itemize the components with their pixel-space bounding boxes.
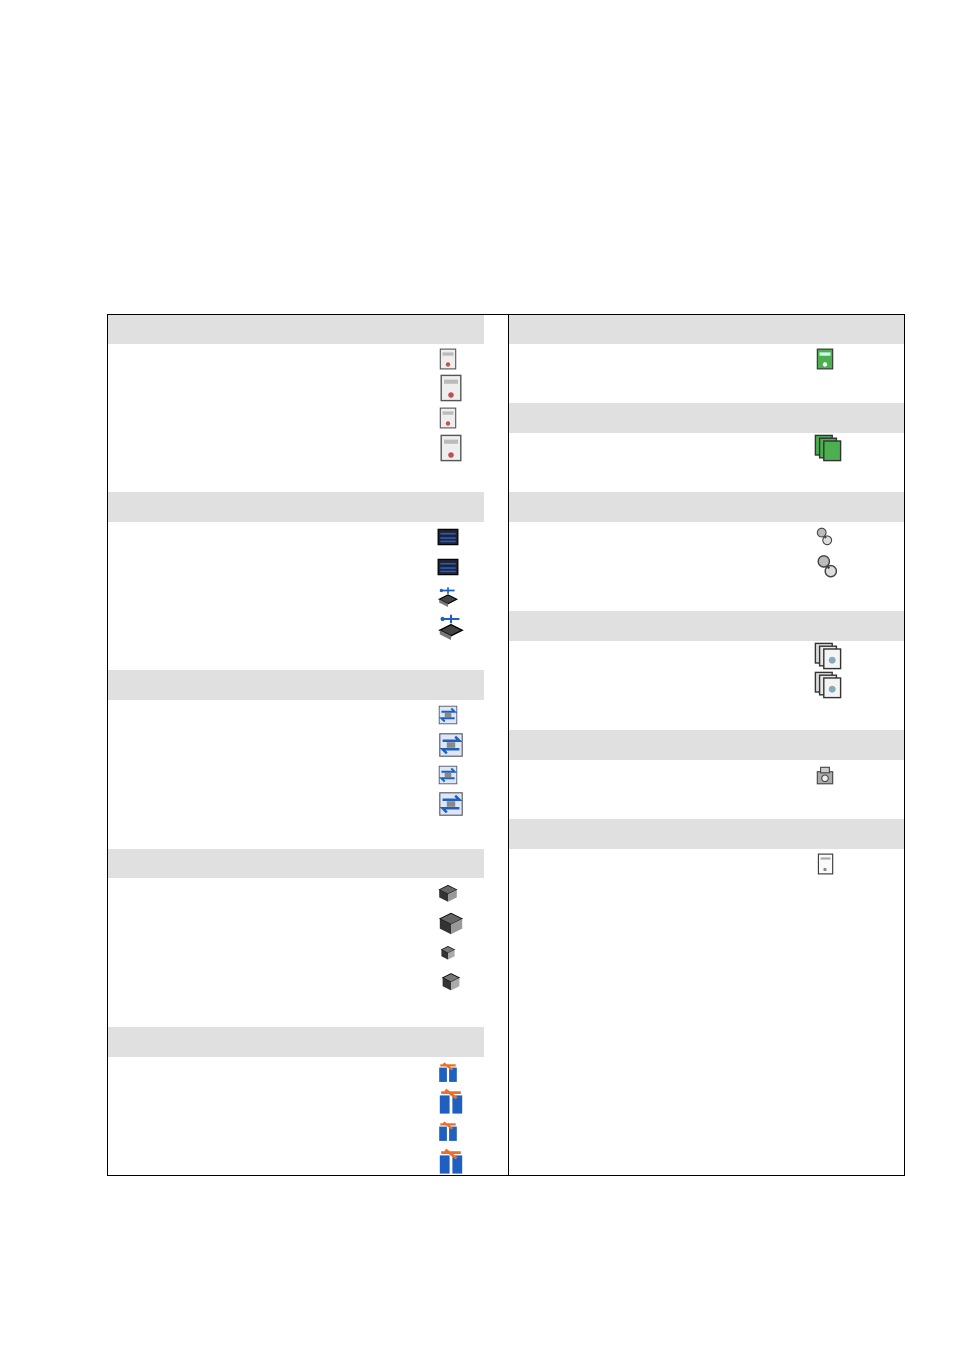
left-section-cell — [107, 849, 352, 879]
left-table-cell — [429, 908, 485, 939]
left-table-cell — [429, 344, 485, 374]
right-table-cell — [508, 1057, 745, 1087]
left-section-cell — [351, 492, 430, 523]
server-cube-small-icon — [437, 942, 459, 969]
right-table-cell — [744, 641, 807, 671]
left-table-cell — [107, 789, 352, 820]
left-table-cell — [107, 1116, 352, 1147]
left-table-cell — [429, 789, 485, 820]
table-spacer-cell — [484, 938, 509, 968]
left-table-cell — [107, 433, 352, 464]
right-section-cell — [744, 611, 807, 642]
left-table-cell — [107, 938, 352, 968]
left-section-cell — [107, 314, 352, 345]
left-table-cell — [107, 1057, 352, 1087]
right-section-cell — [744, 314, 807, 345]
left-table-cell — [107, 878, 352, 909]
right-section-cell — [806, 314, 905, 345]
left-section-cell — [429, 492, 485, 523]
table-spacer-cell — [484, 1146, 509, 1176]
left-table-cell — [107, 1146, 352, 1176]
table-spacer-cell — [484, 1086, 509, 1117]
left-section-cell — [107, 492, 352, 523]
right-table-cell — [744, 344, 807, 374]
left-table-cell — [429, 1116, 485, 1147]
right-table-cell — [806, 1027, 905, 1058]
right-section-cell — [744, 819, 807, 850]
table-spacer-cell — [484, 908, 509, 939]
left-table-cell — [351, 581, 430, 612]
left-table-cell — [351, 967, 430, 998]
network-blue-small-icon — [437, 556, 459, 583]
right-table-cell — [744, 1086, 807, 1117]
left-table-cell — [351, 1116, 430, 1147]
right-section-cell — [508, 403, 745, 434]
server-box-small-icon — [437, 882, 459, 909]
right-table-cell — [508, 344, 745, 374]
left-table-cell — [351, 819, 430, 850]
right-table-cell — [744, 878, 807, 909]
right-section-cell — [508, 492, 745, 523]
right-table-cell — [806, 997, 905, 1028]
left-table-cell — [429, 967, 485, 998]
table-spacer-cell — [484, 878, 509, 909]
left-table-cell — [351, 938, 430, 968]
left-table-cell — [429, 938, 485, 968]
right-table-cell — [806, 463, 905, 493]
left-table-cell — [351, 522, 430, 553]
left-table-cell — [351, 908, 430, 939]
left-table-cell — [429, 878, 485, 909]
table-spacer-cell — [484, 641, 509, 671]
left-table-cell — [107, 611, 352, 642]
right-table-cell — [744, 849, 807, 879]
left-section-cell — [429, 1027, 485, 1058]
right-table-cell — [508, 552, 745, 582]
left-section-cell — [351, 1027, 430, 1058]
right-table-cell — [744, 908, 807, 939]
right-table-cell — [508, 700, 745, 731]
right-section-cell — [806, 819, 905, 850]
left-table-cell — [429, 1146, 485, 1176]
left-table-cell — [107, 463, 352, 493]
right-table-cell — [806, 908, 905, 939]
right-table-cell — [744, 433, 807, 464]
table-spacer-cell — [484, 997, 509, 1028]
right-section-cell — [806, 730, 905, 761]
left-table-cell — [107, 641, 352, 671]
table-spacer-cell — [484, 789, 509, 820]
right-section-cell — [806, 403, 905, 434]
table-spacer-cell — [484, 492, 509, 523]
right-table-cell — [744, 670, 807, 701]
left-section-cell — [429, 849, 485, 879]
left-section-cell — [429, 314, 485, 345]
table-spacer-cell — [484, 581, 509, 612]
left-table-cell — [351, 463, 430, 493]
right-section-cell — [744, 730, 807, 761]
left-table-cell — [429, 997, 485, 1028]
table-spacer-cell — [484, 670, 509, 701]
left-table-cell — [107, 581, 352, 612]
right-table-cell — [744, 1146, 807, 1176]
right-section-cell — [508, 819, 745, 850]
table-spacer-cell — [484, 760, 509, 790]
right-table-cell — [508, 938, 745, 968]
right-table-cell — [508, 581, 745, 612]
camera-gray-icon — [814, 764, 836, 791]
right-table-cell — [806, 938, 905, 968]
table-spacer-cell — [484, 700, 509, 731]
right-table-cell — [508, 670, 745, 701]
left-table-cell — [429, 403, 485, 434]
right-table-cell — [508, 1146, 745, 1176]
right-table-cell — [806, 878, 905, 909]
right-table-cell — [806, 700, 905, 731]
right-table-cell — [744, 938, 807, 968]
left-section-cell — [429, 670, 485, 701]
left-table-cell — [351, 1057, 430, 1087]
right-table-cell — [744, 760, 807, 790]
left-table-cell — [429, 433, 485, 464]
left-table-cell — [351, 611, 430, 642]
right-section-cell — [806, 492, 905, 523]
right-table-cell — [744, 1116, 807, 1147]
left-table-cell — [351, 997, 430, 1028]
right-section-cell — [744, 403, 807, 434]
right-table-cell — [508, 433, 745, 464]
right-table-cell — [508, 908, 745, 939]
table-spacer-cell — [484, 967, 509, 998]
left-table-cell — [351, 730, 430, 761]
right-table-cell — [508, 1116, 745, 1147]
right-table-cell — [806, 789, 905, 820]
left-section-cell — [351, 314, 430, 345]
left-table-cell — [351, 1146, 430, 1176]
right-table-cell — [508, 641, 745, 671]
left-table-cell — [351, 641, 430, 671]
left-table-cell — [107, 552, 352, 582]
right-table-cell — [744, 581, 807, 612]
right-section-cell — [744, 492, 807, 523]
left-table-cell — [107, 344, 352, 374]
right-table-cell — [744, 997, 807, 1028]
table-spacer-cell — [484, 819, 509, 850]
right-table-cell — [744, 552, 807, 582]
table-spacer-cell — [484, 522, 509, 553]
left-table-cell — [351, 344, 430, 374]
right-table-cell — [806, 967, 905, 998]
left-section-cell — [107, 1027, 352, 1058]
left-table-cell — [429, 641, 485, 671]
plug-gray-small-icon — [814, 526, 836, 553]
left-table-cell — [107, 403, 352, 434]
table-spacer-cell — [484, 403, 509, 434]
document-red-small-icon — [437, 348, 459, 375]
left-table-cell — [107, 997, 352, 1028]
right-table-cell — [508, 463, 745, 493]
table-spacer-cell — [484, 611, 509, 642]
right-table-cell — [806, 1116, 905, 1147]
right-table-cell — [508, 760, 745, 790]
right-section-cell — [806, 611, 905, 642]
left-table-cell — [351, 789, 430, 820]
table-spacer-cell — [484, 433, 509, 464]
right-table-cell — [806, 760, 905, 790]
table-spacer-cell — [484, 314, 509, 345]
left-section-cell — [107, 670, 352, 701]
left-table-cell — [429, 819, 485, 850]
document-green-icon — [814, 348, 836, 375]
left-table-cell — [351, 760, 430, 790]
right-section-cell — [508, 314, 745, 345]
left-table-cell — [107, 373, 352, 404]
right-table-cell — [744, 373, 807, 404]
right-table-cell — [806, 1146, 905, 1176]
barrier-blue-small-icon — [437, 1120, 459, 1147]
right-table-cell — [806, 849, 905, 879]
table-spacer-cell — [484, 1057, 509, 1087]
left-table-cell — [351, 1086, 430, 1117]
left-table-cell — [429, 1057, 485, 1087]
right-table-cell — [806, 641, 905, 671]
right-table-cell — [508, 373, 745, 404]
left-table-cell — [107, 967, 352, 998]
right-table-cell — [744, 700, 807, 731]
left-section-cell — [351, 849, 430, 879]
left-table-cell — [107, 700, 352, 731]
right-table-cell — [508, 522, 745, 553]
left-table-cell — [107, 819, 352, 850]
document-white-icon — [814, 853, 836, 880]
right-table-cell — [508, 849, 745, 879]
table-spacer-cell — [484, 730, 509, 761]
right-table-cell — [806, 344, 905, 374]
left-table-cell — [429, 1086, 485, 1117]
right-section-cell — [508, 611, 745, 642]
right-table-cell — [508, 1027, 745, 1058]
left-section-cell — [351, 670, 430, 701]
left-table-cell — [107, 1086, 352, 1117]
table-spacer-cell — [484, 344, 509, 374]
right-table-cell — [744, 1057, 807, 1087]
right-table-cell — [806, 1086, 905, 1117]
left-table-cell — [429, 581, 485, 612]
left-table-cell — [429, 611, 485, 642]
barrier-blue-large-icon — [437, 1147, 465, 1180]
device-usb-small-icon — [437, 585, 459, 612]
right-table-cell — [508, 789, 745, 820]
right-table-cell — [806, 373, 905, 404]
table-spacer-cell — [484, 373, 509, 404]
right-table-cell — [806, 522, 905, 553]
left-table-cell — [429, 463, 485, 493]
table-spacer-cell — [484, 1027, 509, 1058]
left-table-cell — [351, 878, 430, 909]
left-table-cell — [429, 700, 485, 731]
right-table-cell — [744, 463, 807, 493]
right-table-cell — [508, 997, 745, 1028]
table-spacer-cell — [484, 463, 509, 493]
transfer-blue-small-icon — [437, 704, 459, 731]
right-table-cell — [806, 433, 905, 464]
right-section-cell — [508, 730, 745, 761]
left-table-cell — [107, 760, 352, 790]
document-red-small-icon — [437, 407, 459, 434]
left-table-cell — [429, 760, 485, 790]
network-blue-small-icon — [437, 526, 459, 553]
left-table-cell — [107, 730, 352, 761]
left-table-cell — [429, 522, 485, 553]
left-table-cell — [107, 908, 352, 939]
left-table-cell — [351, 552, 430, 582]
right-table-cell — [744, 1027, 807, 1058]
right-table-cell — [508, 967, 745, 998]
table-spacer-cell — [484, 849, 509, 879]
table-spacer-cell — [484, 552, 509, 582]
table-spacer-cell — [484, 1116, 509, 1147]
right-table-cell — [806, 581, 905, 612]
left-table-cell — [351, 373, 430, 404]
right-table-cell — [744, 967, 807, 998]
right-table-cell — [744, 789, 807, 820]
left-table-cell — [351, 700, 430, 731]
right-table-cell — [508, 1086, 745, 1117]
left-table-cell — [429, 373, 485, 404]
right-table-cell — [806, 670, 905, 701]
right-table-cell — [806, 552, 905, 582]
right-table-cell — [508, 878, 745, 909]
left-table-cell — [429, 552, 485, 582]
left-table-cell — [107, 522, 352, 553]
left-table-cell — [351, 433, 430, 464]
barrier-blue-small-icon — [437, 1061, 459, 1088]
left-table-cell — [429, 730, 485, 761]
right-table-cell — [744, 522, 807, 553]
right-table-cell — [806, 1057, 905, 1087]
transfer-arrows-small-icon — [437, 764, 459, 791]
left-table-cell — [351, 403, 430, 434]
